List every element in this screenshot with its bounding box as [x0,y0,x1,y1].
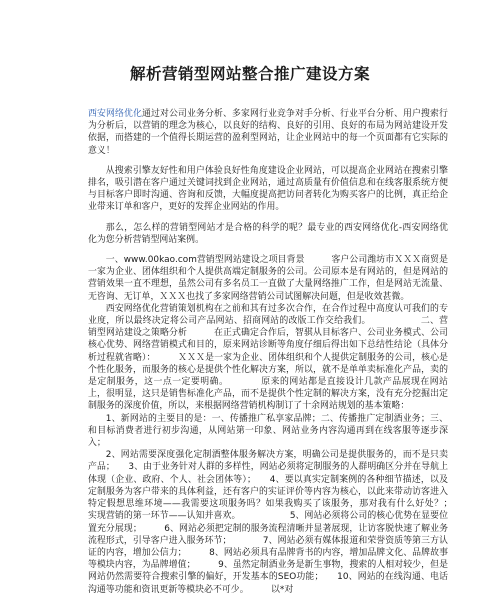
document-title: 解析营销型网站整合推广建设方案 [129,65,370,83]
paragraph-seo: 从搜索引擎友好性和用户体验良好性角度建设企业网站，可以提高企业网站在搜索引擎排名，吸引潜在客户通过关键词找到企业网站，通过高质量有价值信息和在线客服系统方便与目标客户即时沟通、咨询和反馈，大幅度提高把访问者转化为购买客户的比例，真正给企业带来订单和客户，更好的发挥企业网站的作用。 [88,165,448,213]
paragraph-strategy: 西安网络优化营销策划机构在之前和其有过多次合作，在合作过程中高度认可我们的专业度，所以最终决定将公司产品网站、招商网站的改版工作交给我们。 二、营销型网站建设之策略分析 在正式确定合作后，智骐从目标客户、公司业务模式、公司核心优势、网络营销模式和目的，原来网站诊断等角度仔细后得出如下总结性结论（具体分析过程就省略）： ＸＸＸ是一家为企业、团体组织和个人提供定制服务的公司，核心是个性化服务，而服务的核心是提供个性化解决方案，所以，就不是单单卖标准化产品，卖的是定制服务，这一点一定要明确。 原来的网站都是直接设计几款产品展现在网站上，很明显，这只是销售标准化产品，而不是提供个性定制的解决方案，没有充分挖掘出定制服务的深度价值，所以，来根据网络营销机构制订了十余网站规划的基本策略： [88,303,448,412]
paragraph-intro-text: 通过对公司业务分析、多家网行业竞争对手分析、行业平台分析、用户搜索行为分析后，以营销的理念为核心，以良好的结构、良好的引用、良好的布局为网站建设开发依据，而搭建的一个值得长期运营的盈利型网站，让企业网站中的每一个页面都有它实际的意义！ [88,109,448,156]
strategy-list [88,413,457,596]
paragraph-question: 那么，怎么样的营销型网站才是合格的科学的呢？最专业的西安网络优化-西安网络优化为您分析营销型网站案例。 [88,222,448,245]
paragraph-intro [88,108,448,157]
list-item: 1、新网站的主要目的是：一、传播推广私享家品牌；二、传播推广定制酒业务；三、和目标消费者进行初步沟通，从网站第一印象、网站业务内容沟通再到在线客服等逐步深入； [88,413,448,449]
keyword-link[interactable]: 西安网络优化 [88,109,143,119]
paragraph-background: 一、www.00kao.com营销型网站建设之项目背景 客户公司潍坊市ＸＸＸ商贸是一家为企业、团体组织和个人提供高端定制服务的公司。公司原本是有网站的，但是网站的营销效果一直不理想，虽然公司有多名员工一直做了大量网络推广工作，但是网站无流量、无咨询、无订单，ＸＸＸ也找了多家网络营销公司试图解决问题，但是收效甚微。 [88,255,448,302]
document-body [88,108,457,596]
list-item: 2、网站需要深度强化定制酒整体服务解决方案，明确公司是提供服务的，而不是只卖产品； 3、由于业务针对人群的多样性，网站必须将定制服务的人群明确区分并在导航上体现（企业、政府、个人、社会团体等）； 4、要以真实定制案例的各种细节描述，以及定制服务为客户带来的具体利益，还有客户的实证评价等内容为核心，以此来带动访客进入特定假想思维环境——我需要这项服务吗？如果我购买了该服务，那对我有什么好处？； 实现营销的第一环节——认知并喜欢。 5、网站必须将公司的核心优势在显要位置充分展现； 6、网站必须把定制的服务流程清晰并显著展现，让访客脱快速了解业务流程形式，引导客户进入服务环节； 7、网站必须有媒体报道和荣誉资质等第三方认证的内容，增加公信力； 8、网站必须具有品牌背书的内容，增加品牌文化、品牌故事等模块内容，为品牌增值； 9、虽然定制酒业务是新生事物，搜索的人相对较少，但是网站仍然需要符合搜索引擎的偏好，开发基本的SEO功能； 10、网站的在线沟通、电话沟通等功能和资讯更新等模块必不可少。 以*对 [88,450,457,595]
